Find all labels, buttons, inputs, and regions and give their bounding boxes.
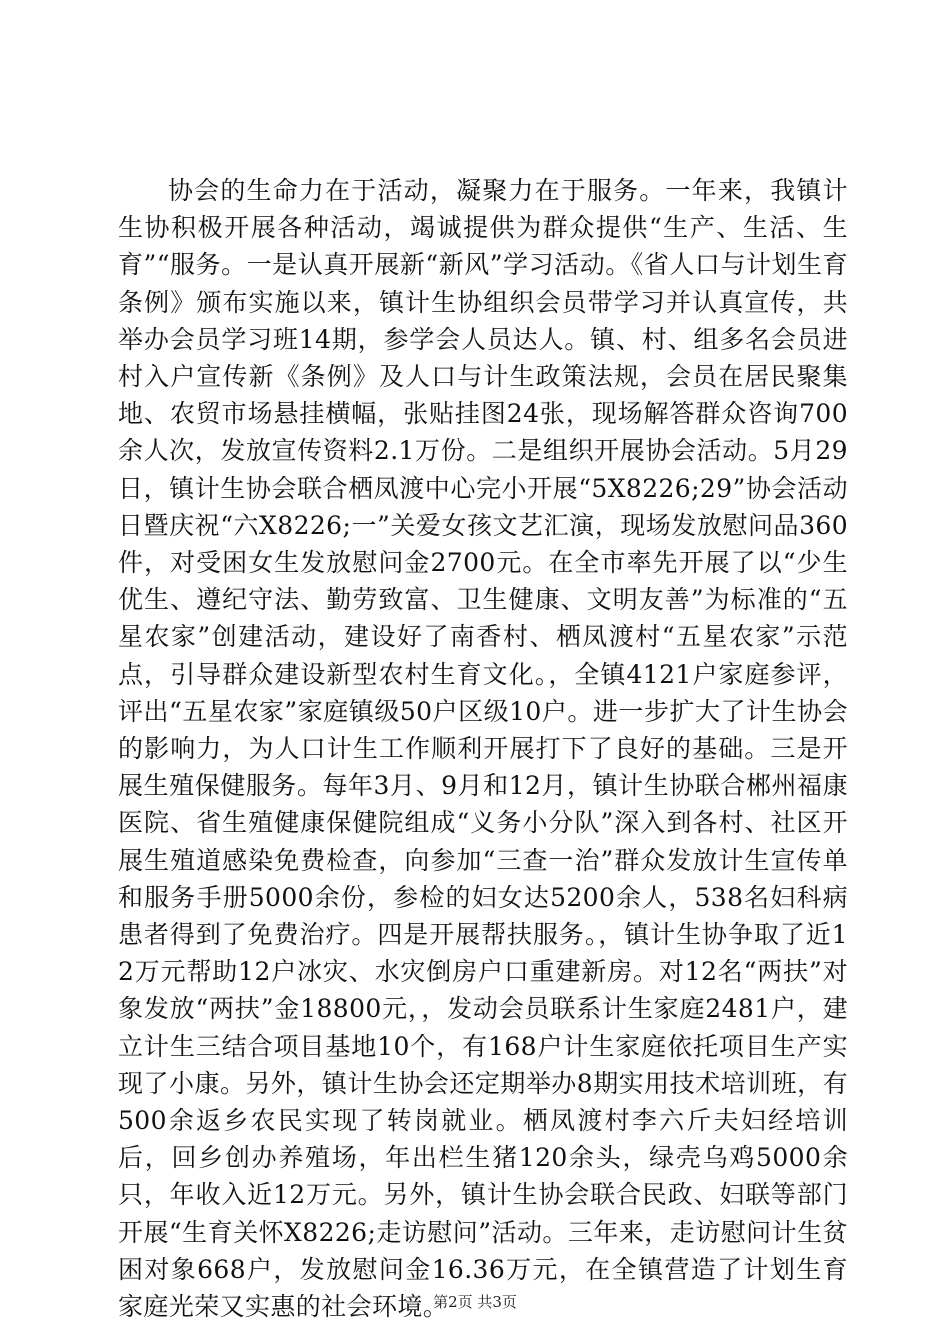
body-paragraph: 协会的生命力在于活动，凝聚力在于服务。一年来，我镇计生协积极开展各种活动，竭诚提供为群众提供“生产、生活、生育”“服务。一是认真开展新“新风”学习活动。《省人口与计划生育条例》颁布实施以来，镇计生协组织会员带学习并认真宣传，共举办会员学习班14期，参学会人员达人。镇、村、组多名会员进村入户宣传新《条例》及人口与计生政策法规，会员在居民聚集地、农贸市场悬挂横幅，张贴挂图24张，现场解答群众咨询700余人次，发放宣传资料2.1万份。二是组织开展协会活动。5月29日，镇计生协会联合栖凤渡中心完小开展“5X8226;29”协会活动日暨庆祝“六X8226;一”关爱女孩文艺汇演，现场发放慰问品360件，对受困女生发放慰问金2700元。在全市率先开展了以“少生优生、遵纪守法、勤劳致富、卫生健康、文明友善”为标准的“五星农家”创建活动，建设好了南香村、栖凤渡村“五星农家”示范点，引导群众建设新型农村生育文化。，全镇4121户家庭参评，评出“五星农家”家庭镇级50户区级10户。进一步扩大了计生协会的影响力，为人口计生工作顺利开展打下了良好的基础。三是开展生殖保健服务。每年3月、9月和12月，镇计生协联合郴州福康医院、省生殖健康保健院组成“义务小分队”深入到各村、社区开展生殖道感染免费检查，向参加“三查一治”群众发放计生宣传单和服务手册5000余份，参检的妇女达5200余人，538名妇科病患者得到了免费治疗。四是开展帮扶服务。，镇计生协争取了近12万元帮助12户冰灾、水灾倒房户口重建新房。对12名“两扶”对象发放“两扶”金18800元，，发动会员联系计生家庭2481户，建立计生三结合项目基地10个，有168户计生家庭依托项目生产实现了小康。另外，镇计生协会还定期举办8期实用技术培训班，有500余返乡农民实现了转岗就业。栖凤渡村李六斤夫妇经培训后，回乡创办养殖场，年出栏生猪120余头，绿壳乌鸡5000余只，年收入近12万元。另外，镇计生协会联合民政、妇联等部门开展“生育关怀X8226;走访慰问”活动。三年来，走访慰问计生贫困对象668户，发放慰问金16.36万元，在全镇营造了计划生育家庭光荣又实惠的社会环境。 bbox=[118, 176, 848, 1322]
page-number-footer: 第2页 共3页 bbox=[433, 1293, 517, 1311]
